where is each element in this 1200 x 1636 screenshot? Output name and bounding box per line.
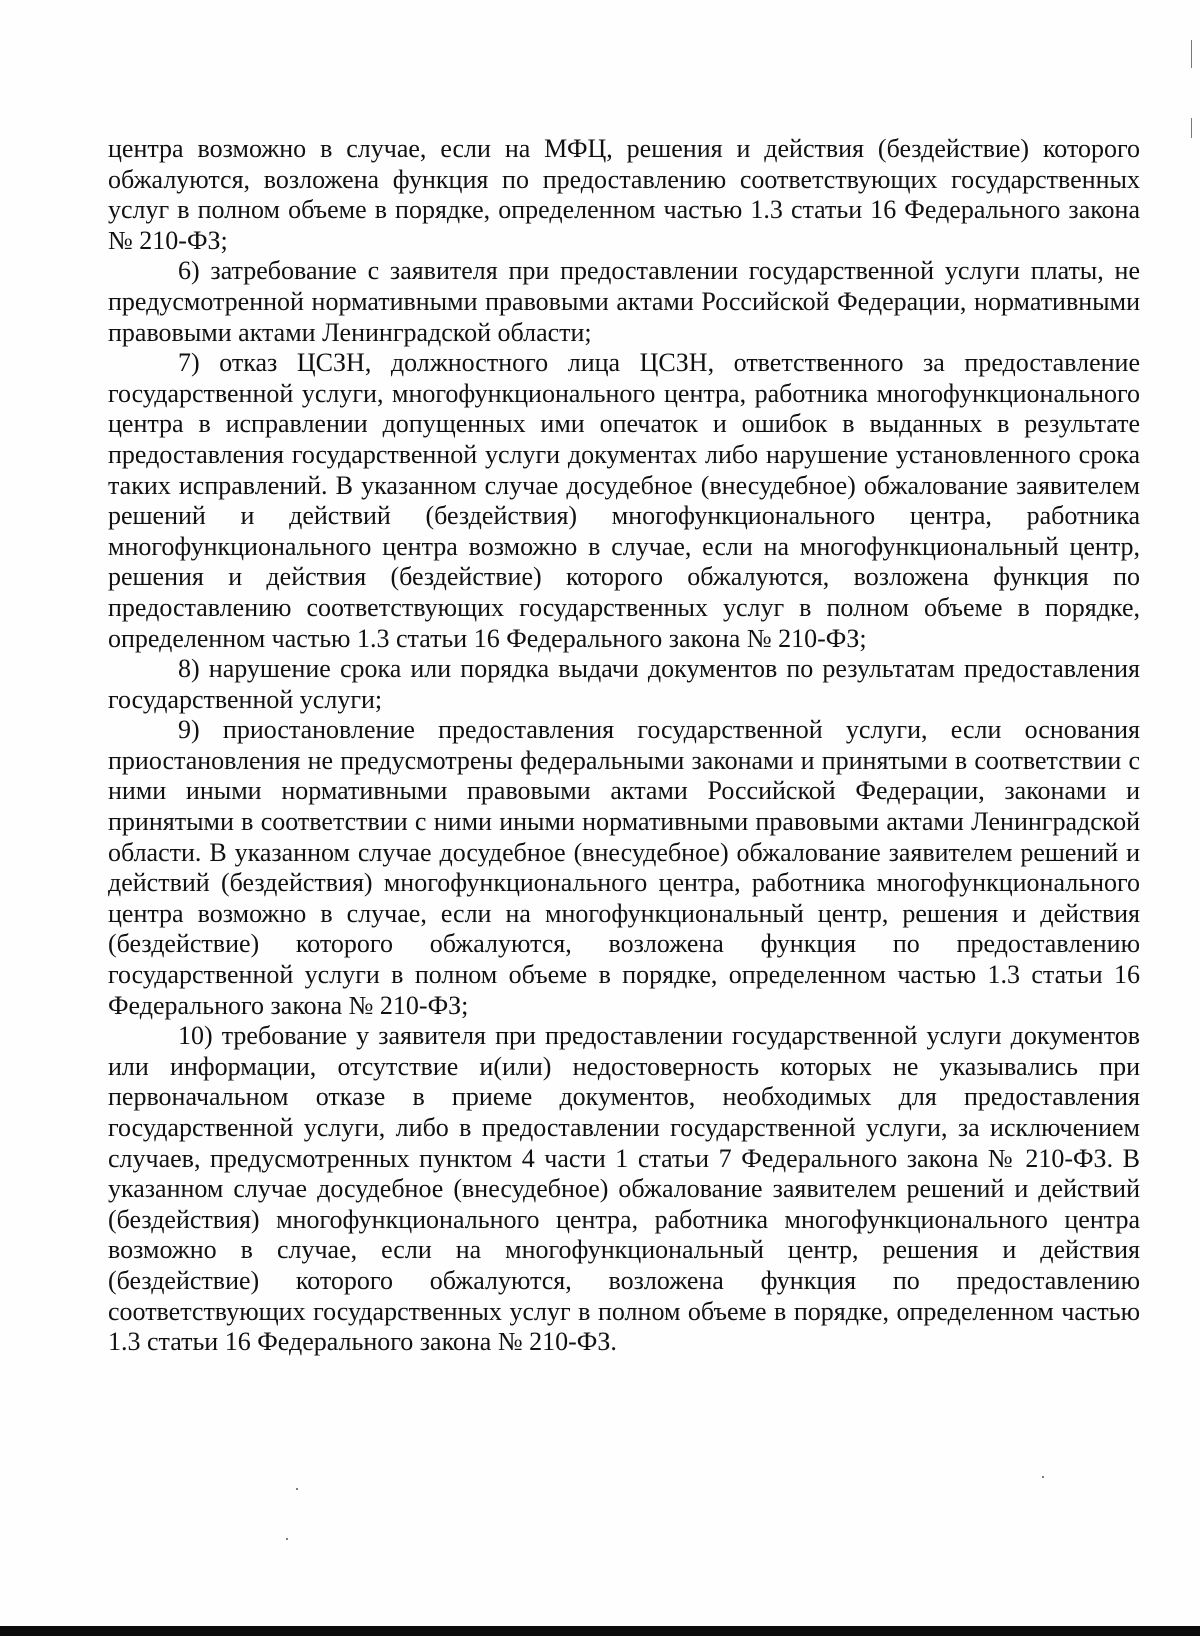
- scan-speck: [1042, 1476, 1044, 1478]
- document-body: [108, 134, 1140, 1358]
- paragraph-item-10: 10) требование у заявителя при предоставлении государственной услуги документов или информации, отсутствие и(или) недостоверность которых не указывались при первоначальном отказе в приеме документов, необходимых для предоставления государственной услуги, либо в предоставлении государственной услуги, за исключением случаев, предусмотренных пунктом 4 части 1 статьи 7 Федерального закона № 210-ФЗ. В указанном случае досудебное (внесудебное) обжалование заявителем решений и действий (бездействия) многофункционального центра, работника многофункционального центра возможно в случае, если на многофункциональный центр, решения и действия (бездействие) которого обжалуются, возложена функция по предоставлению соответствующих государственных услуг в полном объеме в порядке, определенном частью 1.3 статьи 16 Федерального закона № 210-ФЗ.: [108, 1021, 1140, 1357]
- paragraph-item-6: 6) затребование с заявителя при предоставлении государственной услуги платы, не предусмотренной нормативными правовыми актами Российской Федерации, нормативными правовыми актами Ленинградской области;: [108, 256, 1140, 347]
- scan-edge-mark: [1191, 118, 1192, 138]
- scan-speck: [286, 1538, 288, 1540]
- paragraph-continuation: центра возможно в случае, если на МФЦ, решения и действия (бездействие) которого обжалуются, возложена функция по предоставлению соответствующих государственных услуг в полном объеме в порядке, определенном частью 1.3 статьи 16 Федерального закона № 210-ФЗ;: [108, 134, 1140, 255]
- scan-speck: [296, 1488, 298, 1490]
- paragraph-item-9: 9) приостановление предоставления государственной услуги, если основания приостановления не предусмотрены федеральными законами и принятыми в соответствии с ними иными нормативными правовыми актами Российской Федерации, законами и принятыми в соответствии с ними иными нормативными правовыми актами Ленинградской области. В указанном случае досудебное (внесудебное) обжалование заявителем решений и действий (бездействия) многофункционального центра, работника многофункционального центра возможно в случае, если на многофункциональный центр, решения и действия (бездействие) которого обжалуются, возложена функция по предоставлению государственной услуги в полном объеме в порядке, определенном частью 1.3 статьи 16 Федерального закона № 210-ФЗ;: [108, 715, 1140, 1020]
- paragraph-item-7: 7) отказ ЦСЗН, должностного лица ЦСЗН, ответственного за предоставление государственной услуги, многофункционального центра, работника многофункционального центра в исправлении допущенных ими опечаток и ошибок в выданных в результате предоставления государственной услуги документах либо нарушение установленного срока таких исправлений. В указанном случае досудебное (внесудебное) обжалование заявителем решений и действий (бездействия) многофункционального центра, работника многофункционального центра возможно в случае, если на многофункциональный центр, решения и действия (бездействие) которого обжалуются, возложена функция по предоставлению соответствующих государственных услуг в полном объеме в порядке, определенном частью 1.3 статьи 16 Федерального закона № 210-ФЗ;: [108, 348, 1140, 653]
- scan-bottom-edge: [0, 1626, 1200, 1636]
- paragraph-item-8: 8) нарушение срока или порядка выдачи документов по результатам предоставления государственной услуги;: [108, 654, 1140, 714]
- scan-edge-mark: [1191, 40, 1192, 68]
